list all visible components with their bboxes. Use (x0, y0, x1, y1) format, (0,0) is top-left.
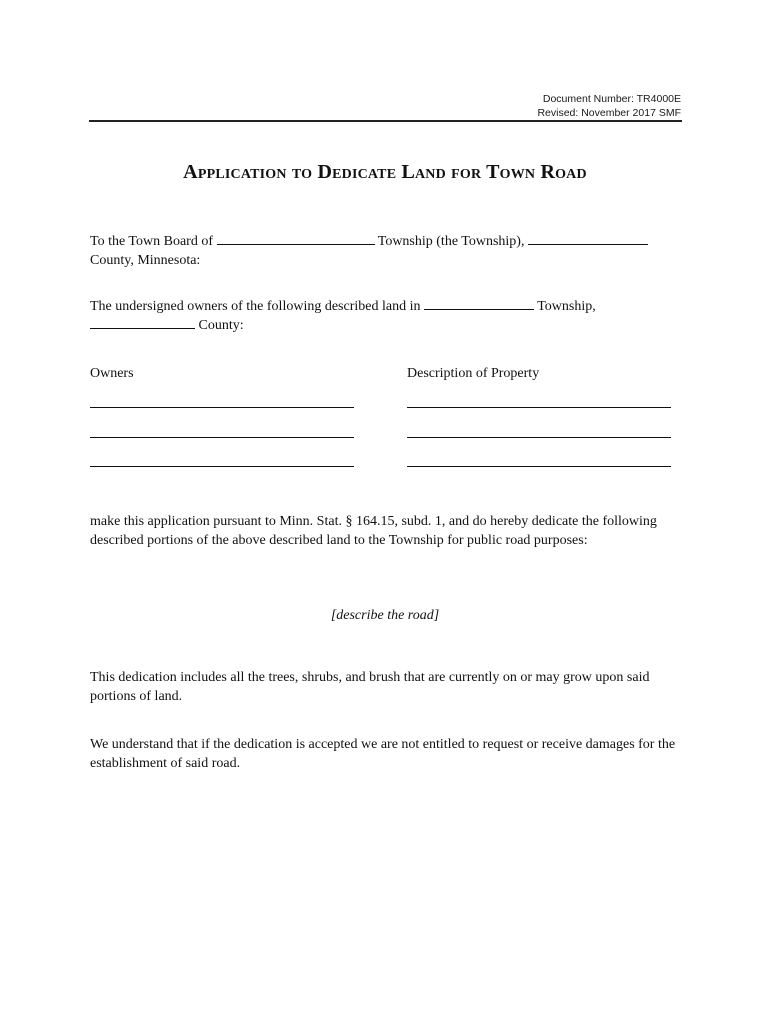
addressee-paragraph (90, 232, 690, 270)
damages-paragraph: We understand that if the dedication is accepted we are not entitled to request or receive damages for the establishment of said road. (90, 737, 676, 771)
owners-statement-prefix: The undersigned owners of the following described land in (90, 299, 421, 314)
property-description-line[interactable] (407, 407, 671, 408)
property-description-line[interactable] (407, 466, 671, 467)
document-meta (537, 92, 681, 120)
revision-date: Revised: November 2017 SMF (537, 107, 681, 119)
owner-line[interactable] (90, 437, 354, 438)
addressee-county: County, Minnesota: (90, 253, 201, 268)
document-number: Document Number: TR4000E (542, 93, 681, 105)
town-board-blank[interactable] (217, 232, 375, 245)
application-paragraph: make this application pursuant to Minn. Stat. § 164.15, subd. 1, and do hereby dedicate the following described portions of the above described land to the Township for public road purposes: (90, 514, 657, 548)
owners-statement-county: County: (198, 318, 244, 333)
county-blank[interactable] (528, 232, 648, 245)
owner-line[interactable] (90, 466, 354, 467)
header-divider (89, 120, 682, 122)
owner-line[interactable] (90, 407, 354, 408)
land-township-blank[interactable] (424, 297, 534, 310)
owners-statement-township: Township, (537, 299, 596, 314)
owners-statement-paragraph (90, 297, 690, 335)
addressee-prefix: To the Town Board of (90, 234, 213, 249)
road-description-placeholder[interactable]: [describe the road] (330, 608, 440, 623)
description-column-label: Description of Property (407, 366, 540, 381)
owners-column-label: Owners (90, 366, 134, 381)
land-county-blank[interactable] (90, 316, 195, 329)
addressee-township: Township (the Township), (377, 234, 525, 249)
property-description-line[interactable] (407, 437, 671, 438)
dedication-paragraph: This dedication includes all the trees, shrubs, and brush that are currently on or may grow upon said portions of land. (90, 670, 650, 704)
page-title: Application to Dedicate Land for Town Road (183, 161, 587, 183)
